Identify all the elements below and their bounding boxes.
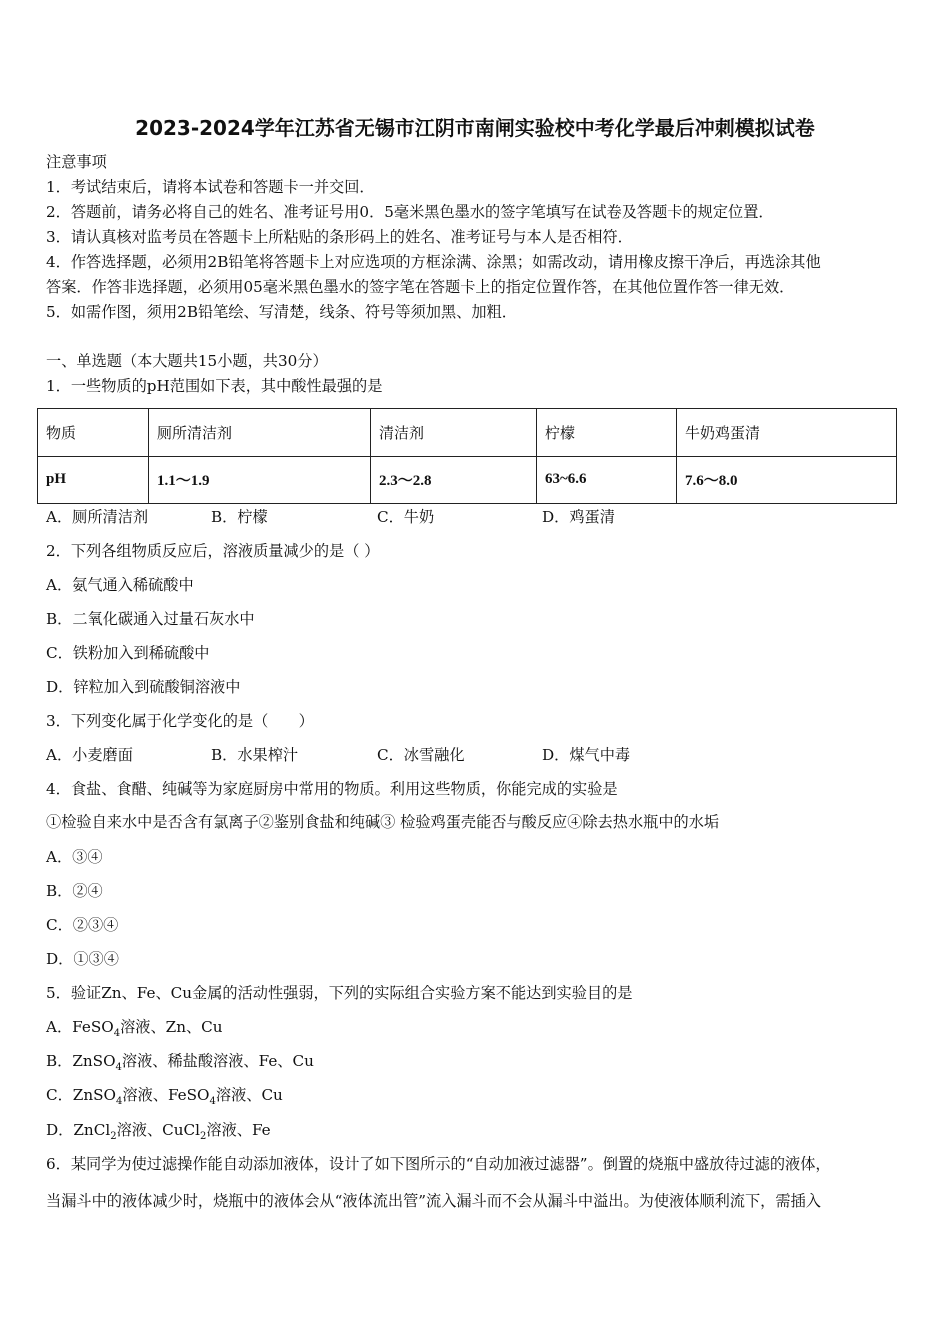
question-6-stem: 6．某同学为使过滤操作能自动添加液体，设计了如下图所示的“自动加液过滤器”。倒置的烧瓶中盛放待过滤的液体， [46, 1155, 831, 1173]
option-text: 溶液、稀盐酸溶液、Fe、Cu [121, 1052, 314, 1070]
question-2-stem: 2．下列各组物质反应后，溶液质量减少的是（ ） [46, 542, 380, 560]
option: C．牛奶 [377, 508, 435, 526]
option: D．鸡蛋清 [542, 508, 615, 526]
notice-heading: 注意事项 [46, 153, 107, 171]
table-cell: 63~6.6 [537, 456, 677, 504]
option: B．柠檬 [211, 508, 268, 526]
table-cell: 物质 [38, 409, 149, 457]
option: C．冰雪融化 [377, 746, 465, 764]
notice-item: 2．答题前，请务必将自己的姓名、准考证号用0．5毫米黑色墨水的签字笔填写在试卷及答题卡的规定位置． [46, 203, 774, 221]
option-text: 溶液、CuCl [116, 1121, 201, 1139]
option-text: B．ZnSO [46, 1052, 116, 1070]
option: B．二氧化碳通入过量石灰水中 [46, 610, 255, 628]
table-cell: 1.1～1.9 [149, 456, 371, 504]
option: B．②④ [46, 882, 103, 900]
notice-item: 3．请认真核对监考员在答题卡上所粘贴的条形码上的姓名、准考证号与本人是否相符． [46, 228, 633, 246]
table-cell: 7.6～8.0 [677, 456, 897, 504]
option [46, 1051, 314, 1078]
table-cell: 2.3～2.8 [371, 456, 537, 504]
option-text: 溶液、Zn、Cu [120, 1018, 223, 1036]
subscript: 2 [110, 1131, 117, 1143]
table-cell: pH [38, 456, 149, 504]
question-4-stem: 4．食盐、食醋、纯碱等为家庭厨房中常用的物质。利用这些物质，你能完成的实验是 [46, 780, 618, 798]
notice-item: 1．考试结束后，请将本试卷和答题卡一并交回． [46, 178, 375, 196]
option-text: C．ZnSO [46, 1086, 116, 1104]
table-row [38, 409, 897, 457]
question-1-stem: 1．一些物质的pH范围如下表，其中酸性最强的是 [46, 377, 383, 395]
subscript: 4 [116, 1096, 123, 1108]
subscript: 4 [209, 1096, 216, 1108]
ph-table [37, 408, 897, 504]
option: C．②③④ [46, 916, 119, 934]
subscript: 2 [200, 1131, 207, 1143]
option [46, 1085, 283, 1112]
table-cell: 柠檬 [537, 409, 677, 457]
exam-title: 2023-2024学年江苏省无锡市江阴市南闸实验校中考化学最后冲刺模拟试卷 [135, 116, 815, 140]
notice-item: 5．如需作图，须用2B铅笔绘、写清楚，线条、符号等须加黑、加粗． [46, 303, 517, 321]
option-text: 溶液、Fe [206, 1121, 271, 1139]
option: C．铁粉加入到稀硫酸中 [46, 644, 210, 662]
option-text: 溶液、FeSO [122, 1086, 210, 1104]
question-3-stem: 3．下列变化属于化学变化的是（ ） [46, 712, 314, 730]
option: D．①③④ [46, 950, 119, 968]
notice-item: 答案．作答非选择题，必须用05毫米黑色墨水的签字笔在答题卡上的指定位置作答，在其他位置作答一律无效． [46, 278, 795, 296]
option [46, 1017, 223, 1044]
option [46, 1120, 271, 1147]
table-cell: 清洁剂 [371, 409, 537, 457]
subscript: 4 [115, 1062, 122, 1074]
table-cell: 牛奶鸡蛋清 [677, 409, 897, 457]
notice-item: 4．作答选择题，必须用2B铅笔将答题卡上对应选项的方框涂满、涂黑；如需改动，请用橡皮擦干净后，再选涂其他 [46, 253, 821, 271]
section-heading: 一、单选题（本大题共15小题，共30分） [46, 352, 328, 370]
option: A．③④ [46, 848, 103, 866]
option: A．厕所清洁剂 [46, 508, 149, 526]
option: B．水果榨汁 [211, 746, 299, 764]
option: A．氨气通入稀硫酸中 [46, 576, 194, 594]
option: A．小麦磨面 [46, 746, 133, 764]
table-row [38, 456, 897, 504]
option: D．锌粒加入到硫酸铜溶液中 [46, 678, 241, 696]
option-text: D．ZnCl [46, 1121, 111, 1139]
option-text: 溶液、Cu [215, 1086, 283, 1104]
option-text: A．FeSO [46, 1018, 114, 1036]
table-cell: 厕所清洁剂 [149, 409, 371, 457]
subscript: 4 [113, 1028, 121, 1040]
option: D．煤气中毒 [542, 746, 631, 764]
question-4-items: ①检验自来水中是否含有氯离子②鉴别食盐和纯碱③ 检验鸡蛋壳能否与酸反应④除去热水瓶中的水垢 [46, 813, 720, 831]
question-6-stem: 当漏斗中的液体减少时，烧瓶中的液体会从“液体流出管”流入漏斗而不会从漏斗中溢出。为使液体顺利流下，需插入 [46, 1192, 821, 1210]
question-5-stem: 5．验证Zn、Fe、Cu金属的活动性强弱，下列的实际组合实验方案不能达到实验目的是 [46, 984, 633, 1002]
